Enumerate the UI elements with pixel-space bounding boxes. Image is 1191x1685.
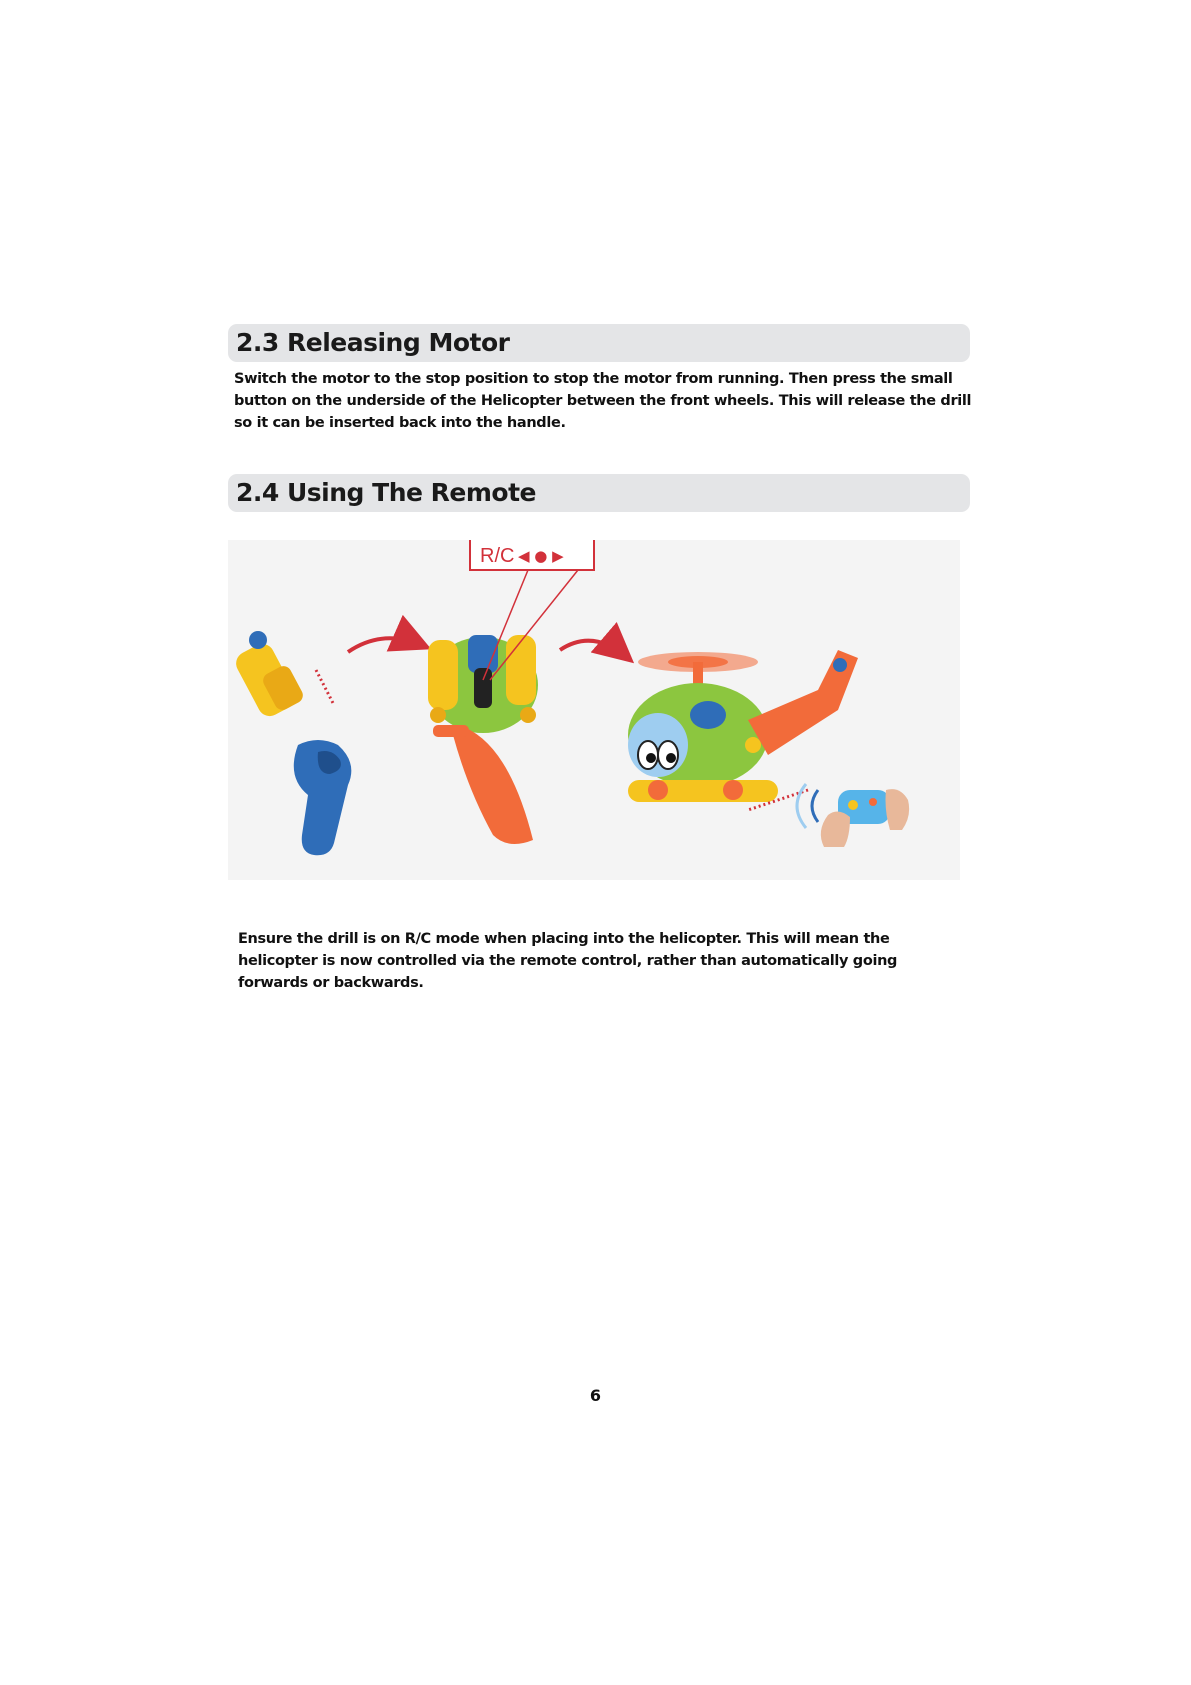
section-title: 2.4 Using The Remote	[236, 478, 536, 507]
releasing-motor-text: Switch the motor to the stop position to stop the motor from running. Then press the small button on the underside of the Helicopter between the front wheels. This will release the drill so it can be inserted back into the handle.	[234, 371, 972, 431]
page-number: 6	[589, 1386, 602, 1405]
section-header-releasing-motor	[228, 324, 970, 362]
helicopter-remote-illustration	[228, 540, 960, 880]
rc-switch-symbols: ◀ ● ▶	[518, 547, 564, 565]
section-title: 2.3 Releasing Motor	[236, 328, 510, 357]
using-remote-text: Ensure the drill is on R/C mode when placing into the helicopter. This will mean the helicopter is now controlled via the remote control, rather than automatically going forwards or backwards.	[238, 931, 898, 991]
rc-switch-label: R/C	[480, 545, 515, 567]
section-header-using-remote	[228, 474, 970, 512]
